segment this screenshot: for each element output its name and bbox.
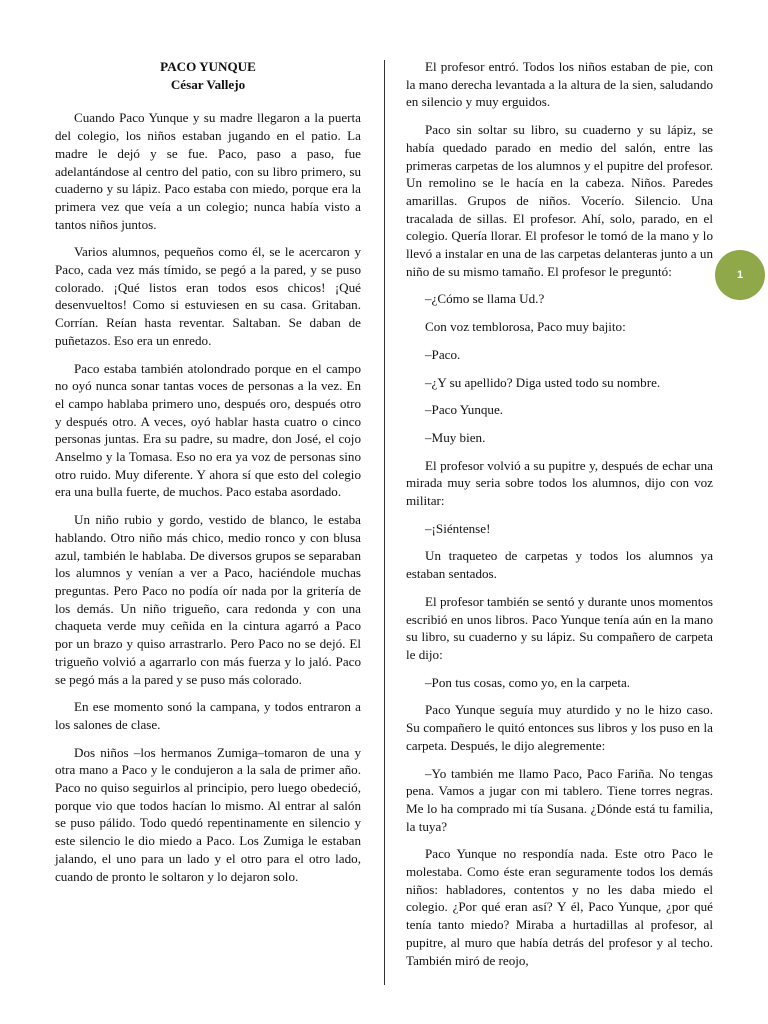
paragraph: Cuando Paco Yunque y su madre llegaron a la puerta del colegio, los niños estaban jugando en el patio. La madre le dejó y se fue. Paco, paso a paso, fue adelantándose al centro del patio, con su libro primero, su cuaderno y su lápiz. Paco estaba con miedo, porque era la primera vez que veía a un colegio; nunca había visto a tantos niños juntos. [55, 110, 361, 232]
dialogue-line: –¿Cómo se llama Ud.? [425, 291, 545, 307]
paragraph: El profesor entró. Todos los niños estaban de pie, con la mano derecha levantada a la altura de la sien, saludando en silencio y muy erguidos. [406, 59, 713, 110]
paragraph: Paco sin soltar su libro, su cuaderno y su lápiz, se había quedado parado en medio del salón, entre las primeras carpetas de los alumnos y el pupitre del profesor. Un remolino se le hacía en la cabeza. Niños. Paredes amarillas. Grupos de niños. Vocerío. Silencio. Una tracalada de sillas. El profesor. Ahí, solo, parado, en el colegio. Quería llorar. El profesor le tomó de la mano y lo llevó a instalar en una de las carpetas delanteras junto a un niño de su mismo tamaño. El profesor le preguntó: [406, 122, 713, 279]
paragraph: Varios alumnos, pequeños como él, se le acercaron y Paco, cada vez más tímido, se pegó a la pared, y se puso colorado. ¡Qué listos eran todos esos chicos! ¡Qué desenvueltos! Como si estuviesen en su casa. Gritaban. Corrían. Reían hasta reventar. Saltaban. Se daban de puñetazos. Eso era un enredo. [55, 244, 361, 348]
dialogue-line: –Yo también me llamo Paco, Paco Fariña. No tengas pena. Vamos a jugar con mi tablero. Tiene torres negras. Me lo ha comprado mi tía Susana. ¿Dónde está tu familia, la tuya? [406, 765, 713, 834]
paragraph: El profesor también se sentó y durante unos momentos escribió en unos libros. Paco Yunque tenía aún en la mano su libro, su cuaderno y su lápiz. Su compañero de carpeta le dijo: [406, 593, 713, 662]
dialogue-line: –¡Siéntense! [425, 520, 491, 536]
dialogue-line: –Muy bien. [425, 429, 486, 445]
right-column [406, 58, 713, 979]
paragraph: Paco Yunque seguía muy aturdido y no le hizo caso. Su compañero le quitó entonces sus libros y los puso en la carpeta. Después, le dijo alegremente: [406, 702, 713, 753]
story-title: PACO YUNQUE [160, 59, 256, 74]
paragraph: El profesor volvió a su pupitre y, después de echar una mirada muy seria sobre todos los alumnos, dijo con voz militar: [406, 457, 713, 509]
paragraph: Dos niños –los hermanos Zumiga–tomaron de una y otra mano a Paco y le condujeron a la sala de primer año. Paco no quiso seguirlos al principio, pero luego obedeció, porque vio que todos hacían lo mismo. Al entrar al salón se puso pálido. Todo quedó repentinamente en silencio y este silencio le dio miedo a Paco. Los Zumiga le estaban jalando, el uno para un lado y el otro para el otro lado, cuando de pronto le soltaron y lo dejaron solo. [55, 744, 361, 884]
left-column [55, 58, 361, 895]
paragraph: Paco estaba también atolondrado porque en el campo no oyó nunca sonar tantas voces de personas a la vez. En el campo hablaba primero uno, después oro, después otro y después otro. A veces, oyó hablar hasta cuatro o cinco personas juntas. Era su padre, su madre, don José, el cojo Anselmo y la Tomasa. Eso no era ya voz de personas sino otro ruido. Muy diferente. Y ahora sí que esto del colegio era una bulla fuerte, de muchos. Paco estaba asordado. [55, 360, 361, 500]
paragraph: Un traqueteo de carpetas y todos los alumnos ya estaban sentados. [406, 548, 713, 582]
story-author: César Vallejo [170, 76, 246, 92]
paragraph: Un niño rubio y gordo, vestido de blanco, le estaba hablando. Otro niño más chico, medio ronco y con blusa azul, también le hablaba. De diversos grupos se separaban los alumnos y venían a ver a Paco, haciéndole muchas preguntas. Pero Paco no podía oír nada por la gritería de los demás. Un niño trigueño, cara redonda y con una chaqueta verde muy ceñida en la cintura agarró a Paco por un brazo y quiso arrastrarlo. Pero Paco no se dejó. El trigueño volvió a agarrarlo con más fuerza y lo jaló. Paco se pegó más a la pared y se puso más colorado. [55, 512, 361, 687]
paragraph: En ese momento sonó la campana, y todos entraron a los salones de clase. [55, 699, 361, 732]
dialogue-line: –Paco. [425, 346, 461, 362]
paragraph: Paco Yunque no respondía nada. Este otro Paco le molestaba. Como éste eran seguramente todos los demás niños: habladores, contentos y no les daba miedo el colegio. ¿Por qué eran así? Y él, Paco Yunque, ¿por qué tenía tanto miedo? Miraba a hurtadillas al profesor, al pupitre, al muro que había detrás del profesor y al techo. También miró de reojo, [406, 846, 713, 968]
column-divider [384, 60, 385, 985]
dialogue-line: –Paco Yunque. [425, 402, 504, 418]
title-block [55, 58, 361, 93]
dialogue-line: –Pon tus cosas, como yo, en la carpeta. [425, 674, 631, 690]
paragraph: Con voz temblorosa, Paco muy bajito: [425, 319, 626, 335]
dialogue-line: –¿Y su apellido? Diga usted todo su nombre. [425, 374, 661, 390]
page-number-badge: 1 [715, 250, 765, 300]
